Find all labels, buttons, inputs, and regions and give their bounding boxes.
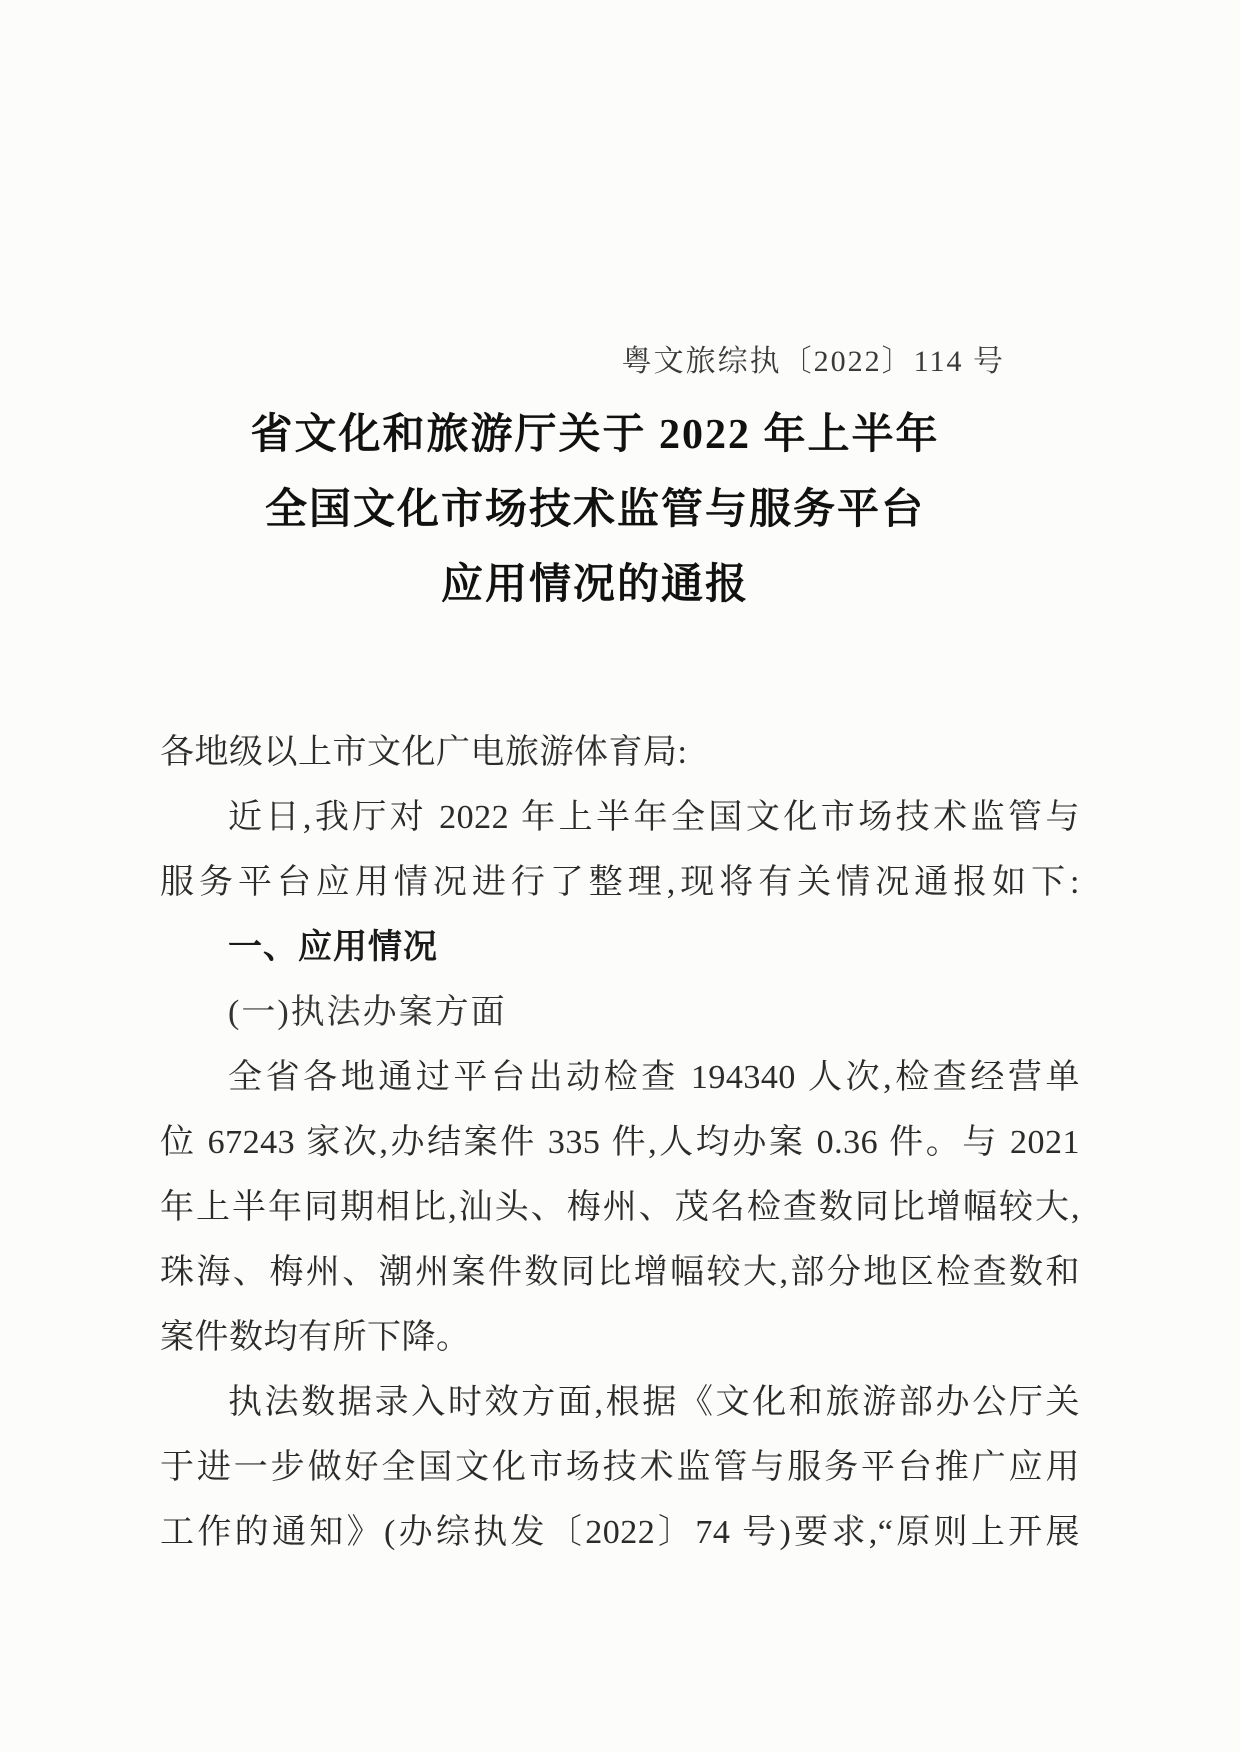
para-timeliness-line-3: 工作的通知》(办综执发〔2022〕74 号)要求,“原则上开展 <box>160 1514 1080 1551</box>
doc-number: 粤文旅综执〔2022〕114 号 <box>621 345 1005 378</box>
title-line-3: 应用情况的通报 <box>440 562 749 608</box>
para-stats-line-5: 案件数均有所下降。 <box>160 1319 471 1356</box>
title-line-1: 省文化和旅游厅关于 2022 年上半年 <box>250 412 940 458</box>
title-line-2: 全国文化市场技术监管与服务平台 <box>264 487 925 533</box>
document-title <box>130 398 1060 623</box>
para-stats-line-4: 珠海、梅州、潮州案件数同比增幅较大,部分地区检查数和 <box>160 1254 1080 1291</box>
section-heading-application: 一、应用情况 <box>228 928 438 966</box>
document-body <box>160 720 1080 1565</box>
salutation: 各地级以上市文化广电旅游体育局: <box>160 734 688 771</box>
para-stats-line-3: 年上半年同期相比,汕头、梅州、茂名检查数同比增幅较大, <box>160 1189 1080 1226</box>
para-timeliness-line-1: 执法数据录入时效方面,根据《文化和旅游部办公厅关 <box>228 1384 1080 1421</box>
para-timeliness-line-2: 于进一步做好全国文化市场技术监管与服务平台推广应用 <box>160 1449 1080 1486</box>
subsection-heading-law-enforcement: (一)执法办案方面 <box>228 994 507 1031</box>
para-stats-line-1: 全省各地通过平台出动检查 194340 人次,检查经营单 <box>228 1059 1080 1096</box>
para-stats-line-2: 位 67243 家次,办结案件 335 件,人均办案 0.36 件。与 2021 <box>160 1124 1080 1161</box>
para-intro-line-1: 近日,我厅对 2022 年上半年全国文化市场技术监管与 <box>228 799 1080 836</box>
para-intro-line-2: 服务平台应用情况进行了整理,现将有关情况通报如下: <box>160 864 1080 901</box>
